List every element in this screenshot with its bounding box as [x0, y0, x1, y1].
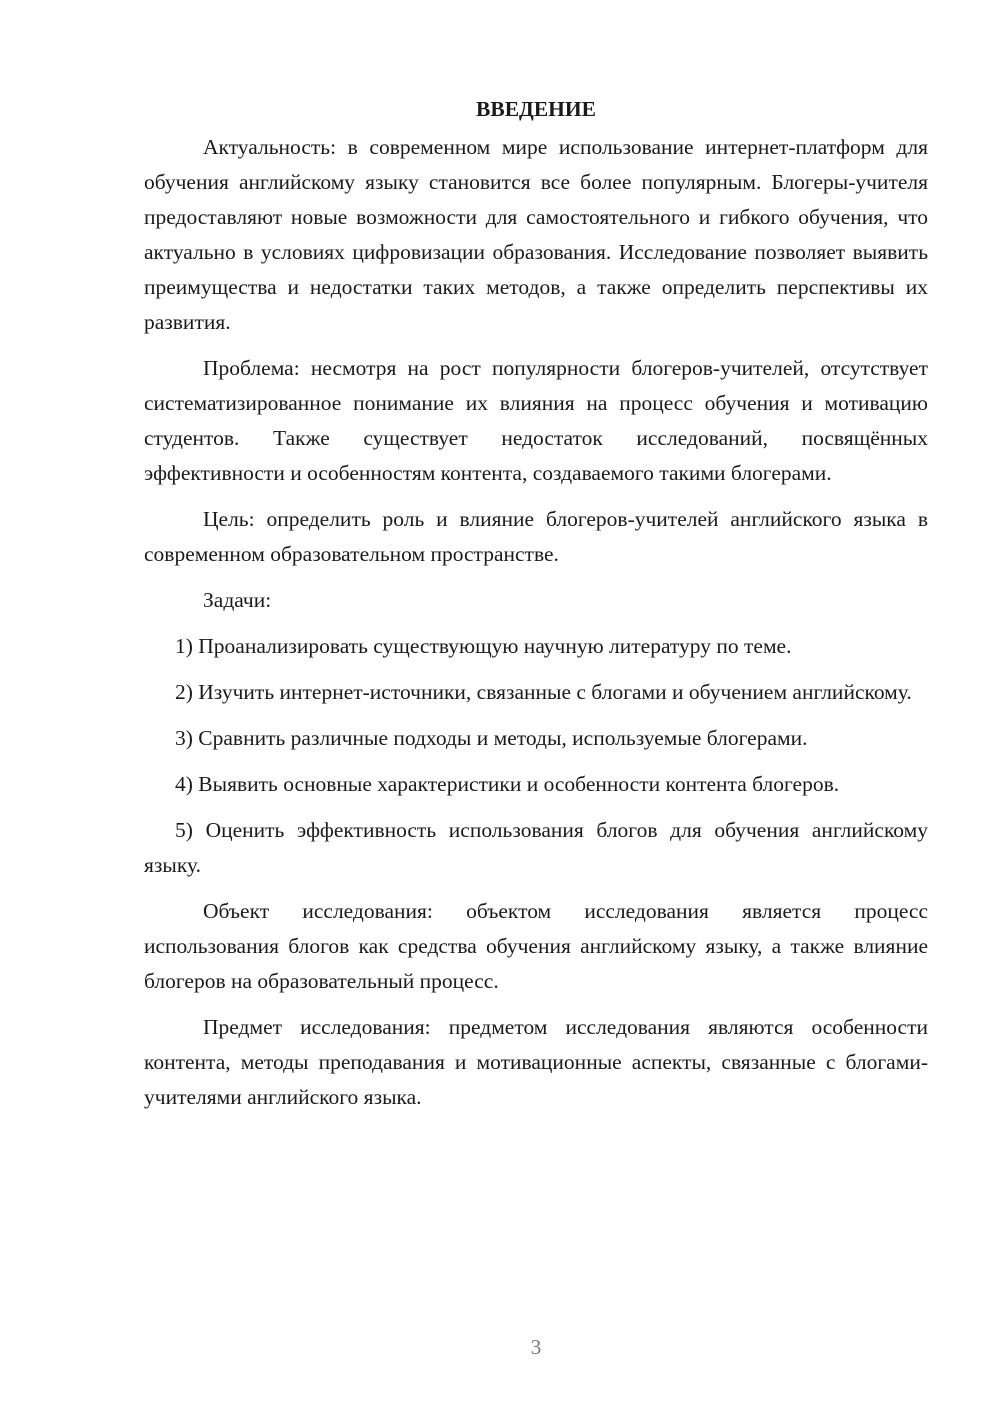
paragraph-relevance: Актуальность: в современном мире использование интернет-платформ для обучения английскому языку становится все более популярным. Блогеры-учителя предоставляют новые возможности для самостоятельного и гибкого обучения, что актуально в условиях цифровизации образования. Исследование позволяет выявить преимущества и недостатки таких методов, а также определить перспективы их развития.	[144, 135, 928, 334]
page-number: 3	[530, 1335, 542, 1359]
paragraph-problem: Проблема: несмотря на рост популярности блогеров-учителей, отсутствует систематизированное понимание их влияния на процесс обучения и мотивацию студентов. Также существует недостаток исследований, посвящённых эффективности и особенностям контента, создаваемого такими блогерами.	[144, 356, 928, 485]
task-item-2: 2) Изучить интернет-источники, связанные с блогами и обучением английскому.	[175, 680, 912, 704]
task-item-1: 1) Проанализировать существующую научную литературу по теме.	[175, 634, 792, 658]
task-item-5: 5) Оценить эффективность использования блогов для обучения английскому языку.	[144, 818, 928, 877]
task-item-3: 3) Сравнить различные подходы и методы, используемые блогерами.	[175, 726, 808, 750]
paragraph-goal: Цель: определить роль и влияние блогеров-учителей английского языка в современном образовательном пространстве.	[144, 507, 928, 566]
paragraph-subject: Предмет исследования: предметом исследования являются особенности контента, методы преподавания и мотивационные аспекты, связанные с блогами-учителями английского языка.	[144, 1015, 928, 1109]
document-body	[144, 92, 928, 1126]
section-title: ВВЕДЕНИЕ	[476, 97, 596, 121]
paragraph-object: Объект исследования: объектом исследования является процесс использования блогов как средства обучения английскому языку, а также влияние блогеров на образовательный процесс.	[144, 899, 928, 993]
task-item-4: 4) Выявить основные характеристики и особенности контента блогеров.	[175, 772, 840, 796]
tasks-heading: Задачи:	[203, 588, 272, 612]
